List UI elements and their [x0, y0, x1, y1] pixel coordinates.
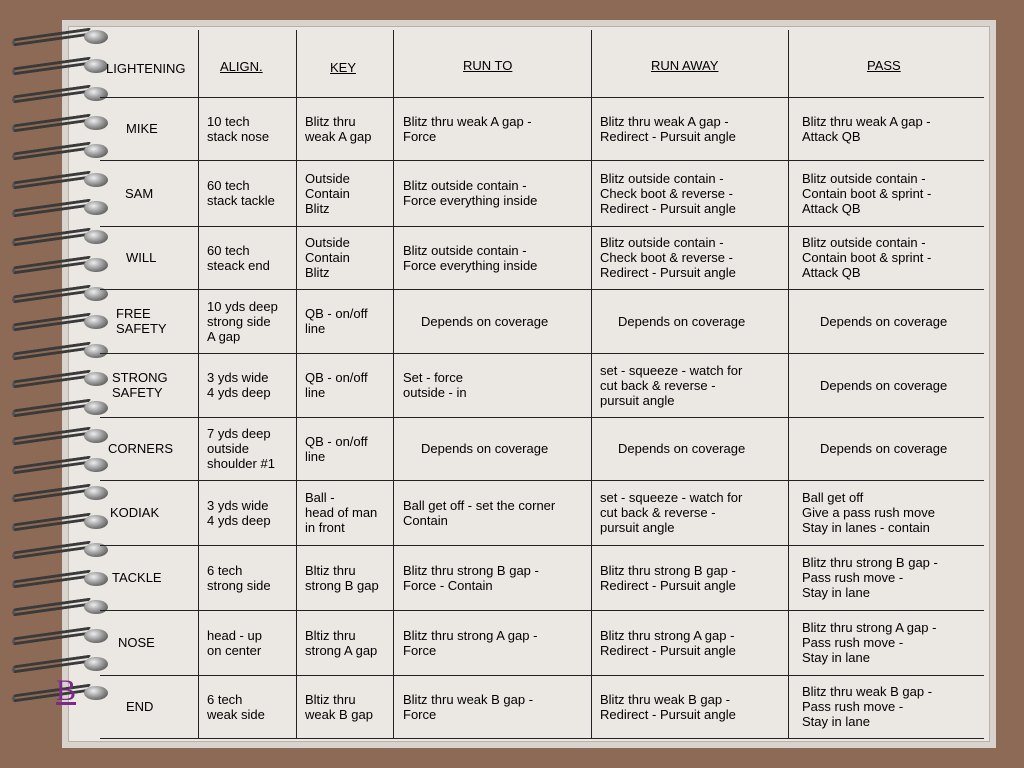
ring-knob: [84, 657, 108, 671]
table-row-divider: [100, 417, 984, 418]
ring-wire: [12, 198, 92, 217]
cell-run-away-line: cut back & reverse -: [600, 505, 716, 520]
cell-key-line: QB - on/off: [305, 306, 368, 321]
ring-wire: [12, 113, 92, 132]
cell-run-away-line: pursuit angle: [600, 520, 675, 535]
cell-align-line: 60 tech: [207, 178, 250, 193]
cell-run-to-line: Force: [403, 642, 437, 658]
cell-run-away-line: Blitz thru weak A gap -: [600, 113, 729, 129]
cell-align-line: on center: [207, 642, 262, 658]
cell-run-to-line: Blitz thru strong A gap -: [403, 627, 538, 643]
ring-wire: [12, 540, 92, 559]
cell-position: [112, 370, 168, 400]
cell-pass-line: Stay in lane: [802, 650, 870, 665]
cell-run-to-line: Contain: [403, 512, 448, 528]
cell-key: [305, 114, 372, 144]
cell-run-to-line: Depends on coverage: [421, 313, 549, 329]
cell-run-to: [403, 370, 467, 400]
cell-align-line: A gap: [207, 328, 241, 344]
cell-align-line: 6 tech: [207, 691, 243, 707]
cell-key-line: Outside: [305, 170, 350, 186]
ring-wire: [12, 84, 92, 103]
cell-pass-line: Pass rush move -: [802, 635, 904, 650]
ring-knob: [84, 600, 108, 614]
cell-align: [207, 498, 271, 528]
cell-key-line: Ball -: [305, 490, 335, 505]
ring-wire: [12, 483, 92, 502]
cell-position-line: SAFETY: [112, 385, 163, 400]
cell-key-line: Blitz thru: [305, 113, 356, 129]
cell-position-line: SAFETY: [116, 321, 167, 336]
table-row-divider: [100, 610, 984, 611]
cell-key: [305, 235, 350, 280]
cell-pass-line: Pass rush move -: [802, 699, 904, 714]
ring-wire: [12, 683, 92, 702]
cell-align: [207, 299, 278, 344]
cell-run-away-line: Depends on coverage: [618, 441, 746, 456]
cell-position: [126, 699, 153, 714]
cell-key-line: line: [305, 448, 326, 464]
cell-run-away-line: Redirect - Pursuit angle: [600, 577, 736, 593]
cell-run-to-line: outside - in: [403, 385, 467, 400]
cell-run-to-line: Force: [403, 128, 437, 144]
cell-pass: [802, 684, 932, 729]
cell-key: [305, 563, 379, 593]
cell-pass-line: Contain boot & sprint -: [802, 185, 932, 201]
cell-align-line: strong side: [207, 313, 271, 329]
binding-ring: [8, 285, 108, 307]
cell-run-to: [403, 628, 537, 658]
cell-key-line: Blitz: [305, 200, 330, 216]
cell-align-line: weak side: [207, 706, 265, 722]
ring-knob: [84, 686, 108, 700]
binding-ring: [8, 513, 108, 535]
binding-ring: [8, 427, 108, 449]
cell-position-line: KODIAK: [110, 505, 160, 520]
ring-wire: [12, 284, 92, 303]
ring-knob: [84, 230, 108, 244]
cell-run-away: [600, 490, 742, 535]
cell-position: [112, 570, 162, 585]
ring-wire: [12, 626, 92, 645]
cell-run-away: [600, 235, 736, 280]
cell-key: [305, 628, 377, 658]
ring-knob: [84, 344, 108, 358]
cell-pass-line: Stay in lane: [802, 585, 870, 600]
cell-run-to-line: Blitz outside contain -: [403, 178, 527, 193]
table-row-divider: [100, 738, 984, 739]
cell-key: [305, 692, 373, 722]
cell-run-to-line: Force: [403, 706, 437, 722]
table-row-divider: [100, 545, 984, 546]
cell-run-away: [600, 363, 742, 408]
cell-align: [207, 692, 265, 722]
cell-pass: [820, 314, 947, 329]
ring-knob: [84, 201, 108, 215]
cell-position-line: END: [126, 699, 154, 714]
ring-wire: [12, 227, 92, 246]
cell-key-line: Contain: [305, 250, 350, 265]
cell-run-to: [403, 178, 537, 208]
header-key: KEY: [330, 60, 357, 75]
table-row-divider: [100, 480, 984, 481]
cell-run-away-line: Blitz thru strong A gap -: [600, 627, 735, 643]
cell-run-to-line: Depends on coverage: [421, 441, 549, 456]
header-run-to: RUN TO: [463, 58, 513, 73]
binding-ring: [8, 142, 108, 164]
cell-pass-line: Ball get off: [802, 490, 864, 505]
cell-pass-line: Stay in lanes - contain: [802, 520, 930, 535]
cell-run-to: [403, 498, 555, 528]
cell-key: [305, 306, 368, 336]
table-column-divider: [591, 30, 592, 738]
cell-run-away-line: Blitz thru strong B gap -: [600, 562, 736, 578]
cell-key-line: Bltiz thru: [305, 627, 356, 643]
ring-wire: [12, 312, 92, 331]
cell-position: [108, 441, 173, 456]
cell-pass-line: Depends on coverage: [820, 377, 948, 393]
cell-key-line: Bltiz thru: [305, 691, 356, 707]
cell-run-away-line: Depends on coverage: [618, 313, 746, 329]
cell-align-line: shoulder #1: [207, 456, 275, 471]
cell-align: [207, 243, 270, 273]
header-run-away: RUN AWAY: [651, 58, 719, 73]
ring-knob: [84, 629, 108, 643]
cell-run-to-line: Blitz thru weak A gap -: [403, 113, 532, 129]
cell-run-away-line: pursuit angle: [600, 392, 675, 408]
cell-pass-line: Blitz thru strong A gap -: [802, 620, 937, 635]
binding-ring: [8, 114, 108, 136]
cell-align-line: steack end: [207, 257, 270, 273]
ring-knob: [84, 458, 108, 472]
cell-run-to-line: Ball get off - set the corner: [403, 497, 556, 513]
binding-ring: [8, 199, 108, 221]
binding-ring: [8, 342, 108, 364]
cell-align-line: 7 yds deep: [207, 426, 271, 441]
binding-ring: [8, 541, 108, 563]
cell-run-away-line: Redirect - Pursuit angle: [600, 128, 736, 144]
ring-wire: [12, 455, 92, 474]
cell-pass-line: Blitz thru weak B gap -: [802, 684, 933, 699]
cell-pass: [802, 620, 936, 665]
corner-letter: B: [56, 674, 77, 707]
cell-run-to-line: Force everything inside: [403, 193, 538, 208]
binding-ring: [8, 313, 108, 335]
cell-run-to: [403, 692, 533, 722]
cell-key-line: strong B gap: [305, 577, 379, 593]
cell-position-line: NOSE: [118, 635, 155, 650]
cell-run-away: [600, 114, 736, 144]
ring-knob: [84, 30, 108, 44]
cell-pass-line: Blitz outside contain -: [802, 170, 926, 186]
cell-align-line: 4 yds deep: [207, 512, 271, 528]
cell-pass: [802, 490, 935, 535]
binding-ring: [8, 228, 108, 250]
ring-knob: [84, 401, 108, 415]
cell-align-line: 60 tech: [207, 242, 250, 258]
cell-position: [118, 635, 155, 650]
cell-align-line: strong side: [207, 577, 271, 593]
cell-key: [305, 171, 350, 216]
cell-align-line: 3 yds wide: [207, 497, 269, 513]
cell-pass-line: Attack QB: [802, 265, 861, 280]
cell-run-away-line: Redirect - Pursuit angle: [600, 265, 736, 280]
ring-knob: [84, 87, 108, 101]
ring-knob: [84, 144, 108, 158]
binding-ring: [8, 570, 108, 592]
ring-wire: [12, 512, 92, 531]
cell-pass: [802, 171, 931, 216]
cell-pass: [820, 378, 947, 393]
cell-run-away: [600, 692, 736, 722]
ring-wire: [12, 56, 92, 75]
cell-pass-line: Attack QB: [802, 200, 861, 216]
header-align: ALIGN.: [220, 59, 263, 74]
cell-align-line: 6 tech: [207, 562, 243, 578]
cell-pass-line: Depends on coverage: [820, 441, 948, 456]
header-unit: LIGHTENING: [106, 61, 186, 76]
binding-ring: [8, 256, 108, 278]
cell-run-to-line: Blitz thru weak B gap -: [403, 691, 534, 707]
ring-wire: [12, 141, 92, 160]
ring-knob: [84, 258, 108, 272]
cell-run-to: [403, 114, 532, 144]
cell-position: [126, 250, 156, 265]
cell-align-line: stack tackle: [207, 193, 275, 208]
cell-run-away: [600, 171, 736, 216]
cell-pass-line: Blitz outside contain -: [802, 235, 926, 250]
cell-run-to: [421, 441, 548, 456]
cell-align-line: 3 yds wide: [207, 370, 269, 385]
ring-wire: [12, 398, 92, 417]
cell-pass-line: Depends on coverage: [820, 313, 948, 329]
cell-key: [305, 434, 368, 464]
cell-pass-line: Give a pass rush move: [802, 505, 935, 520]
cell-run-to: [421, 314, 548, 329]
cell-position-line: SAM: [125, 185, 154, 201]
ring-wire: [12, 369, 92, 388]
cell-pass: [820, 441, 947, 456]
cell-key: [305, 370, 368, 400]
cell-run-away-line: Check boot & reverse -: [600, 250, 733, 265]
ring-wire: [12, 255, 92, 274]
cell-run-away-line: Redirect - Pursuit angle: [600, 706, 736, 722]
cell-run-away-line: cut back & reverse -: [600, 377, 716, 393]
cell-pass-line: Pass rush move -: [802, 570, 904, 585]
cell-run-to: [403, 243, 537, 273]
table-row-divider: [100, 97, 984, 98]
cell-run-to-line: Blitz thru strong B gap -: [403, 562, 539, 578]
cell-key-line: QB - on/off: [305, 433, 368, 449]
cell-key-line: line: [305, 385, 326, 400]
cell-pass: [802, 235, 931, 280]
cell-key-line: in front: [305, 520, 345, 535]
cell-align: [207, 178, 275, 208]
cell-align: [207, 628, 262, 658]
cell-key: [305, 490, 377, 535]
binding-ring: [8, 28, 108, 50]
binding-ring: [8, 627, 108, 649]
cell-run-to-line: Blitz outside contain -: [403, 242, 527, 258]
cell-run-away-line: Blitz outside contain -: [600, 170, 724, 186]
cell-align: [207, 114, 269, 144]
cell-position-line: STRONG: [112, 370, 168, 385]
ring-wire: [12, 341, 92, 360]
table-column-divider: [198, 30, 199, 738]
binding-ring: [8, 598, 108, 620]
cell-align-line: head - up: [207, 627, 262, 643]
cell-align-line: 10 tech: [207, 113, 250, 129]
cell-key-line: line: [305, 321, 326, 336]
table-column-divider: [296, 30, 297, 738]
binding-ring: [8, 456, 108, 478]
cell-run-to-line: Force - Contain: [403, 577, 493, 593]
table-row-divider: [100, 160, 984, 161]
cell-key-line: weak A gap: [305, 128, 372, 144]
cell-position-line: TACKLE: [112, 570, 162, 585]
cell-pass-line: Attack QB: [802, 128, 861, 144]
cell-align: [207, 426, 275, 471]
cell-align-line: 4 yds deep: [207, 385, 271, 400]
cell-position-line: FREE: [116, 306, 151, 321]
cell-key-line: Outside: [305, 235, 350, 250]
ring-knob: [84, 372, 108, 386]
cell-position-line: WILL: [126, 250, 157, 265]
ring-knob: [84, 173, 108, 187]
cell-pass-line: Blitz thru weak A gap -: [802, 113, 931, 129]
binding-ring: [8, 370, 108, 392]
table-column-divider: [393, 30, 394, 738]
cell-run-away-line: Blitz outside contain -: [600, 235, 724, 250]
cell-run-away: [600, 628, 736, 658]
cell-position: [125, 186, 153, 201]
cell-run-away: [600, 563, 736, 593]
binding-ring: [8, 399, 108, 421]
cell-run-to: [403, 563, 539, 593]
ring-knob: [84, 572, 108, 586]
header-pass: PASS: [867, 58, 901, 73]
binding-ring: [8, 85, 108, 107]
cell-run-to-line: Set - force: [403, 370, 463, 385]
cell-align: [207, 370, 271, 400]
cell-position: [116, 306, 167, 336]
cell-run-away: [618, 314, 745, 329]
spiral-binding: [0, 28, 120, 748]
cell-run-away-line: set - squeeze - watch for: [600, 490, 743, 505]
ring-knob: [84, 116, 108, 130]
ring-wire: [12, 597, 92, 616]
table-row-divider: [100, 289, 984, 290]
cell-key-line: QB - on/off: [305, 370, 368, 385]
cell-align-line: 10 yds deep: [207, 298, 278, 314]
ring-wire: [12, 426, 92, 445]
cell-pass: [802, 555, 938, 600]
cell-key-line: weak B gap: [305, 706, 373, 722]
table-column-divider: [788, 30, 789, 738]
ring-knob: [84, 315, 108, 329]
cell-key-line: strong A gap: [305, 642, 378, 658]
cell-key-line: Bltiz thru: [305, 562, 356, 578]
cell-align: [207, 563, 271, 593]
ring-knob: [84, 515, 108, 529]
table-row-divider: [100, 675, 984, 676]
cell-position: [126, 121, 158, 136]
ring-knob: [84, 59, 108, 73]
cell-position-line: MIKE: [126, 121, 158, 136]
cell-run-away-line: Redirect - Pursuit angle: [600, 200, 736, 216]
cell-align-line: outside: [207, 441, 249, 456]
cell-position: [110, 505, 159, 520]
cell-run-away: [618, 441, 745, 456]
cell-key-line: head of man: [305, 505, 378, 520]
ring-wire: [12, 27, 92, 46]
ring-wire: [12, 654, 92, 673]
cell-key-line: Contain: [305, 185, 350, 201]
cell-key-line: Blitz: [305, 265, 330, 280]
ring-wire: [12, 170, 92, 189]
ring-wire: [12, 569, 92, 588]
cell-pass-line: Blitz thru strong B gap -: [802, 555, 938, 570]
table-row-divider: [100, 353, 984, 354]
cell-pass-line: Contain boot & sprint -: [802, 250, 932, 265]
binding-ring: [8, 57, 108, 79]
cell-position-line: CORNERS: [108, 441, 174, 456]
cell-pass-line: Stay in lane: [802, 714, 870, 729]
ring-knob: [84, 429, 108, 443]
cell-align-line: stack nose: [207, 128, 270, 144]
cell-run-away-line: set - squeeze - watch for: [600, 362, 743, 378]
cell-run-away-line: Redirect - Pursuit angle: [600, 642, 736, 658]
binding-ring: [8, 484, 108, 506]
ring-knob: [84, 486, 108, 500]
cell-pass: [802, 114, 931, 144]
cell-run-away-line: Blitz thru weak B gap -: [600, 691, 731, 707]
cell-run-away-line: Check boot & reverse -: [600, 185, 733, 201]
binding-ring: [8, 171, 108, 193]
table-row-divider: [100, 226, 984, 227]
cell-run-to-line: Force everything inside: [403, 257, 538, 273]
